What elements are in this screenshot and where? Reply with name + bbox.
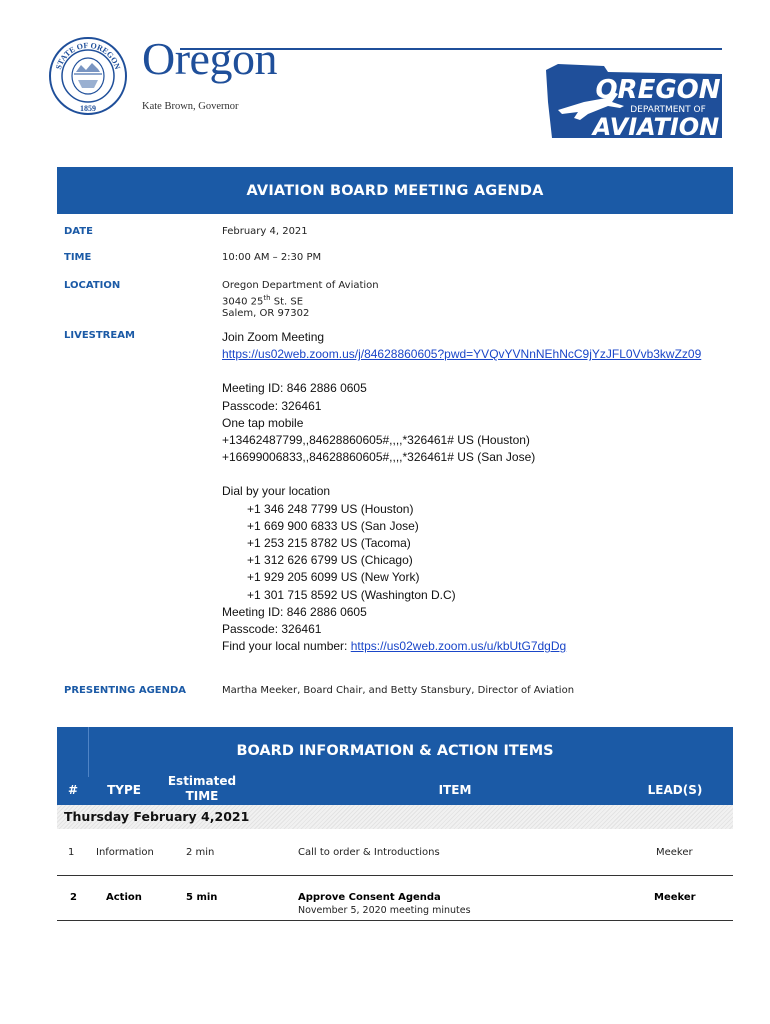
row-item: Approve Consent Agenda	[298, 892, 441, 903]
location-line-1: Oregon Department of Aviation	[222, 280, 379, 291]
row-type: Information	[96, 847, 154, 858]
livestream-details	[222, 329, 701, 655]
column-header-type: TYPE	[107, 783, 141, 797]
location-value	[222, 280, 379, 320]
zoom-tap-number: +13462487799,,84628860605#,,,,*326461# US (Houston)	[222, 433, 530, 448]
location-label: LOCATION	[64, 280, 121, 291]
governor-line: Kate Brown, Governor	[142, 101, 239, 112]
zoom-meeting-id: Meeting ID: 846 2886 0605	[222, 381, 367, 396]
svg-text:OREGON: OREGON	[595, 75, 721, 105]
aviation-department-logo	[544, 62, 724, 140]
dial-number: +1 301 715 8592 US (Washington D.C)	[247, 587, 456, 602]
row-divider	[57, 875, 733, 876]
svg-text:AVIATION: AVIATION	[592, 113, 720, 140]
zoom-meeting-link[interactable]: https://us02web.zoom.us/j/84628860605?pwd=YVQvYVNnNEhNcC9jYzJFL0Vvb3kwZz09	[222, 347, 702, 362]
row-time: 5 min	[186, 892, 218, 903]
oregon-wordmark: Oregon	[142, 33, 277, 84]
zoom-passcode: Passcode: 326461	[222, 398, 322, 413]
row-item: Call to order & Introductions	[298, 847, 440, 858]
agenda-title-band	[57, 167, 733, 214]
livestream-label: LIVESTREAM	[64, 330, 135, 341]
date-value: February 4, 2021	[222, 226, 308, 237]
board-table-title: BOARD INFORMATION & ACTION ITEMS	[236, 743, 554, 759]
svg-text:DEPARTMENT OF: DEPARTMENT OF	[630, 105, 706, 115]
svg-text:1859: 1859	[80, 104, 96, 113]
column-header-leads: LEAD(S)	[647, 783, 703, 797]
agenda-title: AVIATION BOARD MEETING AGENDA	[246, 182, 544, 199]
svg-text:STATE OF OREGON: STATE OF OREGON	[53, 40, 123, 71]
dial-number: +1 346 248 7799 US (Houston)	[247, 501, 414, 516]
row-number: 1	[68, 847, 75, 858]
time-label: TIME	[64, 252, 92, 263]
column-header-item: ITEM	[438, 783, 472, 797]
row-item-subtext: November 5, 2020 meeting minutes	[298, 905, 471, 916]
row-number: 2	[70, 892, 77, 903]
zoom-tap-number: +16699006833,,84628860605#,,,,*326461# US (San Jose)	[222, 450, 536, 465]
zoom-local-number-link[interactable]: https://us02web.zoom.us/u/kbUtG7dgDg	[350, 639, 567, 654]
state-seal-logo	[48, 36, 128, 116]
location-line-2: 3040 25th St. SE	[222, 294, 304, 308]
time-value: 10:00 AM – 2:30 PM	[222, 252, 322, 263]
row-type: Action	[106, 892, 142, 903]
location-line-3: Salem, OR 97302	[222, 308, 310, 320]
day-heading: Thursday February 4,2021	[64, 809, 250, 824]
row-time: 2 min	[186, 847, 215, 858]
zoom-one-tap-label: One tap mobile	[222, 415, 304, 430]
dial-number: +1 669 900 6833 US (San Jose)	[247, 518, 419, 533]
date-label: DATE	[64, 226, 93, 237]
dial-number: +1 253 215 8782 US (Tacoma)	[247, 536, 411, 551]
zoom-meeting-id: Meeting ID: 846 2886 0605	[222, 604, 367, 619]
row-lead: Meeker	[654, 892, 696, 903]
dial-number: +1 929 205 6099 US (New York)	[247, 570, 420, 585]
row-lead: Meeker	[656, 847, 693, 858]
row-divider	[57, 920, 733, 921]
zoom-find-local: Find your local number: https://us02web.zoom.us/u/kbUtG7dgDg	[222, 639, 567, 654]
zoom-dial-label: Dial by your location	[222, 484, 331, 499]
presenting-agenda-label: PRESENTING AGENDA	[64, 685, 187, 696]
dial-number: +1 312 626 6799 US (Chicago)	[247, 553, 413, 568]
zoom-passcode: Passcode: 326461	[222, 622, 322, 637]
zoom-join-text: Join Zoom Meeting	[222, 330, 325, 344]
column-header-number: #	[67, 783, 79, 797]
presenting-agenda-value: Martha Meeker, Board Chair, and Betty Stansbury, Director of Aviation	[222, 685, 575, 696]
column-header-estimated-time: Estimated TIME	[167, 774, 237, 803]
